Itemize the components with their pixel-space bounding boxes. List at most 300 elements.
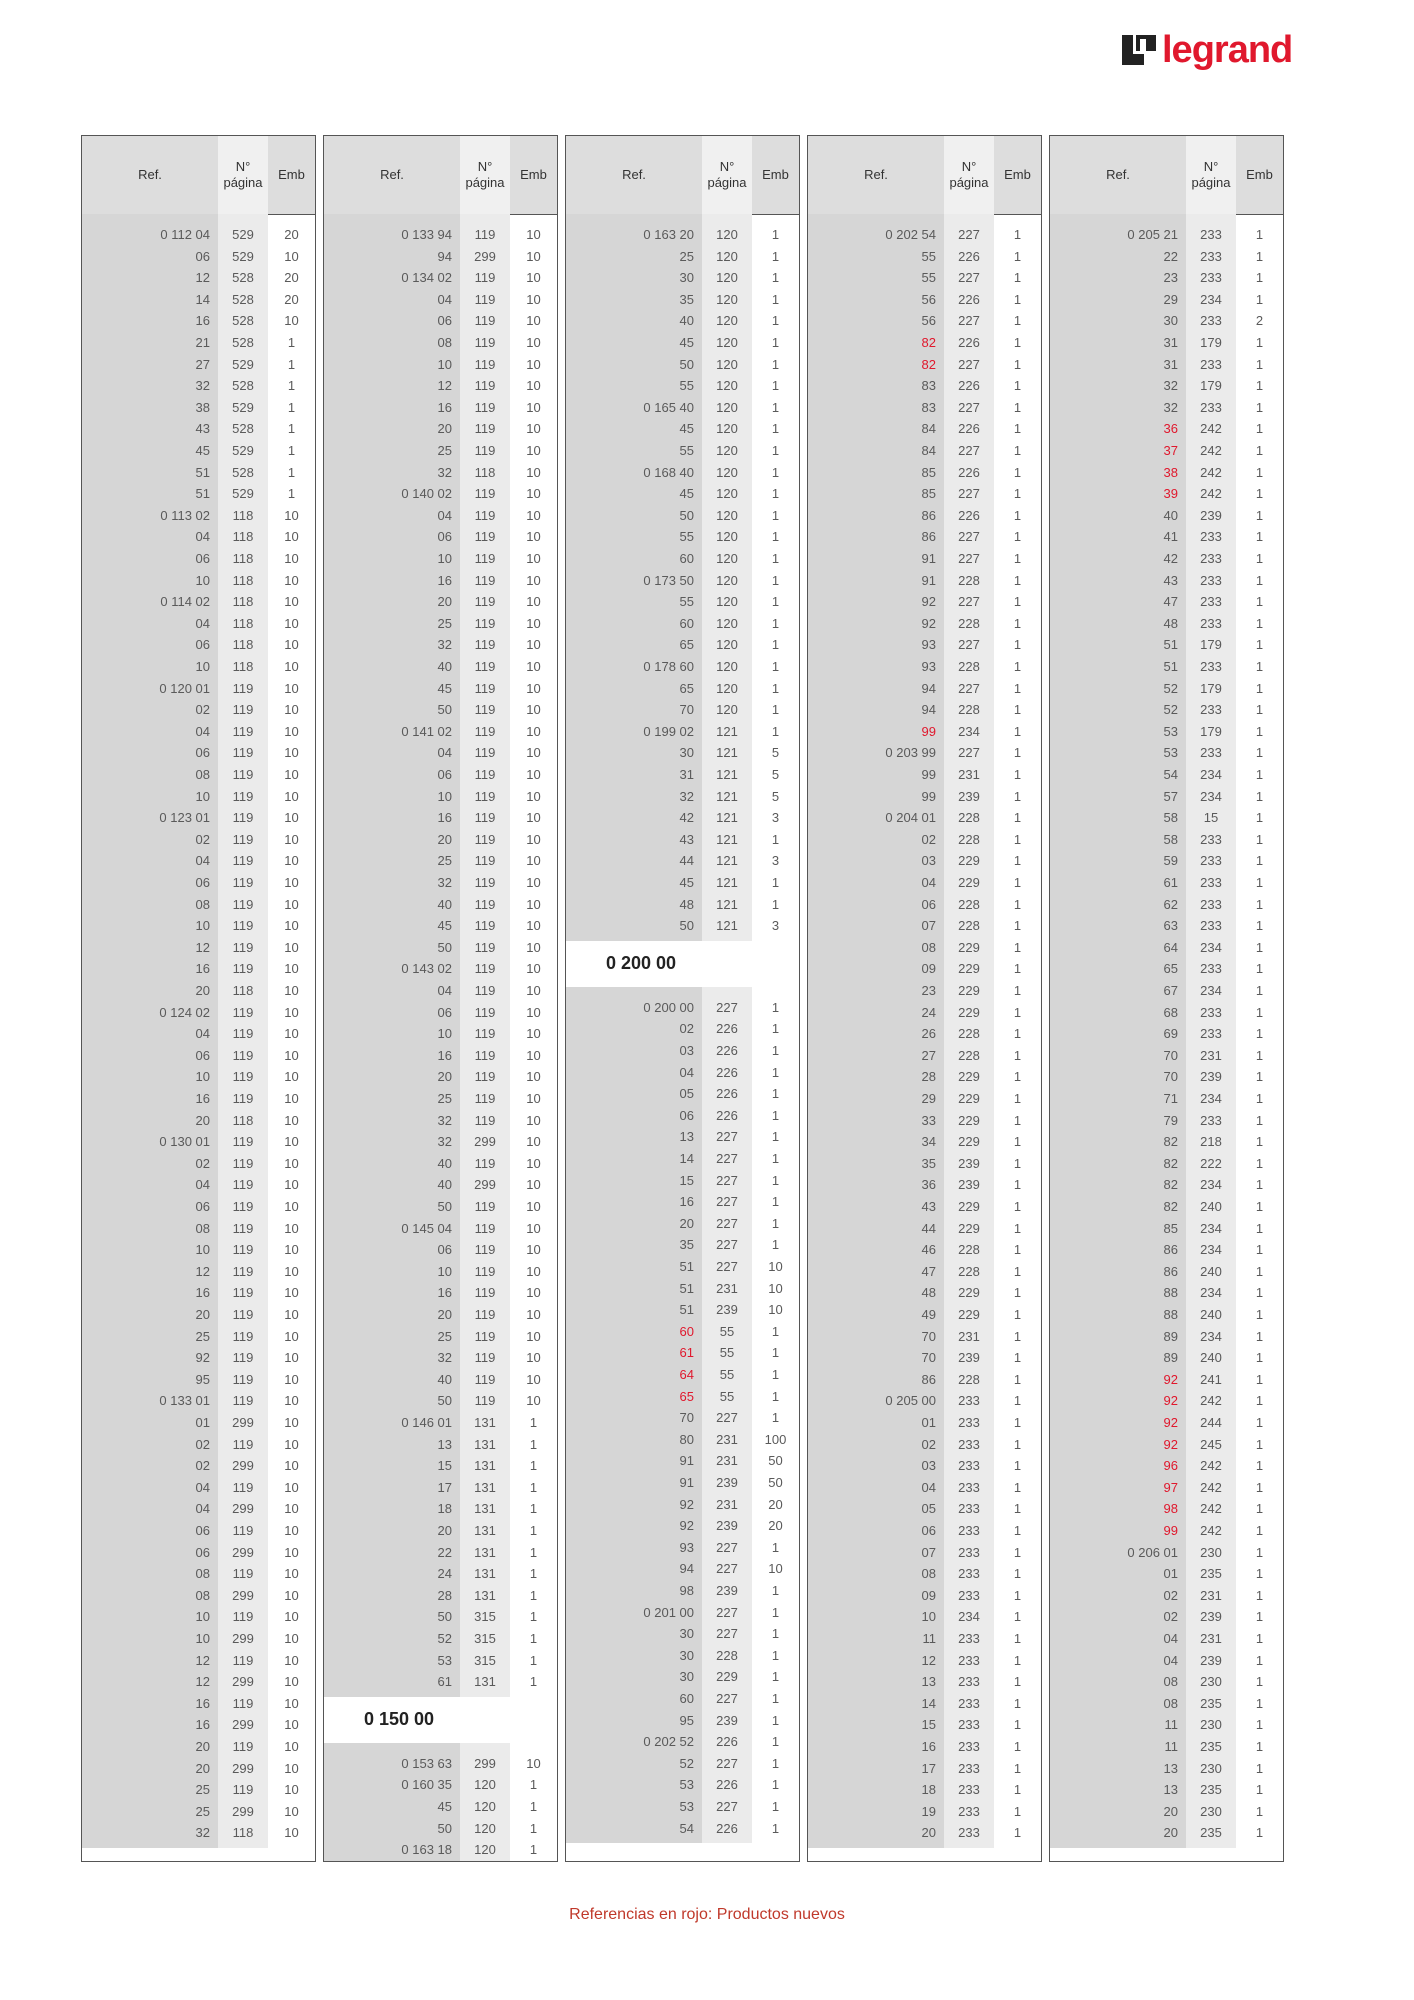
emb-cell: 1 xyxy=(1255,1479,1264,1495)
emb-cell: 1 xyxy=(1255,1566,1264,1582)
emb-cell: 10 xyxy=(526,767,541,782)
ref-cell: 53 xyxy=(679,1798,694,1814)
ref-cell: 29 xyxy=(921,1091,936,1106)
emb-cell: 1 xyxy=(1013,1652,1022,1668)
page-cell: 231 xyxy=(716,1431,738,1447)
page-cell: 299 xyxy=(232,1803,254,1819)
ref-cell: 17 xyxy=(437,1479,452,1495)
table-row xyxy=(808,764,1041,786)
emb-cell: 1 xyxy=(1013,1631,1022,1646)
page-cell: 120 xyxy=(474,1842,496,1858)
table-row xyxy=(324,1498,557,1520)
ref-cell: 45 xyxy=(679,875,694,890)
ref-cell: 16 xyxy=(437,1285,452,1301)
emb-cell: 1 xyxy=(1255,1609,1264,1625)
ref-cell: 16 xyxy=(195,313,210,329)
table-row xyxy=(1050,1822,1283,1844)
emb-cell: 1 xyxy=(287,399,296,415)
emb-cell: 1 xyxy=(1013,1134,1022,1150)
ref-cell: 91 xyxy=(921,572,936,588)
header-ref: Ref. xyxy=(138,167,162,182)
emb-cell: 1 xyxy=(1255,702,1264,718)
header-page-line2: página xyxy=(223,175,263,190)
ref-cell: 14 xyxy=(921,1695,936,1711)
ref-cell: 25 xyxy=(437,853,452,869)
page-cell: 240 xyxy=(1200,1263,1222,1279)
emb-cell: 50 xyxy=(768,1474,783,1490)
table-row xyxy=(566,1256,799,1278)
ref-cell: 43 xyxy=(679,831,694,847)
table-row xyxy=(808,786,1041,808)
table-row xyxy=(1050,1714,1283,1736)
emb-cell: 1 xyxy=(1255,378,1264,394)
emb-cell: 1 xyxy=(1013,875,1022,890)
table-row xyxy=(808,246,1041,268)
table-row xyxy=(808,1606,1041,1628)
table-row xyxy=(808,224,1041,246)
emb-cell: 1 xyxy=(771,1215,780,1231)
emb-cell: 1 xyxy=(771,1107,780,1123)
page-cell: 229 xyxy=(958,1091,980,1106)
table-row xyxy=(1050,1002,1283,1024)
emb-cell: 1 xyxy=(1255,788,1264,804)
emb-cell: 1 xyxy=(1013,1760,1022,1776)
emb-cell: 1 xyxy=(1255,1803,1264,1819)
table-row xyxy=(82,1585,315,1607)
ref-cell: 46 xyxy=(921,1242,936,1258)
page-cell: 120 xyxy=(716,248,738,264)
table-row xyxy=(82,634,315,656)
table-row xyxy=(82,1369,315,1391)
table-row xyxy=(566,548,799,570)
table-row xyxy=(324,1088,557,1110)
emb-cell: 2 xyxy=(1255,313,1264,329)
page-cell: 528 xyxy=(232,335,254,350)
emb-cell: 1 xyxy=(1255,1523,1264,1538)
ref-cell: 08 xyxy=(437,335,452,350)
page-cell: 119 xyxy=(232,1155,254,1171)
emb-cell: 1 xyxy=(1255,270,1264,286)
emb-cell: 10 xyxy=(284,1307,299,1322)
page-cell: 234 xyxy=(1200,1177,1222,1193)
emb-cell: 1 xyxy=(1013,1415,1022,1430)
table-row xyxy=(808,1261,1041,1283)
ref-cell: 06 xyxy=(195,551,210,566)
page-cell: 119 xyxy=(474,551,496,566)
emb-cell: 10 xyxy=(284,1112,299,1128)
table-column-1 xyxy=(81,135,316,1862)
table-row xyxy=(566,1018,799,1040)
table-header xyxy=(324,136,557,215)
table-row xyxy=(566,850,799,872)
table-row xyxy=(1050,1628,1283,1650)
emb-cell: 1 xyxy=(1013,507,1022,523)
ref-cell: 39 xyxy=(1163,486,1178,502)
ref-cell: 16 xyxy=(195,1285,210,1301)
ref-cell: 0 133 94 xyxy=(401,227,452,242)
page-cell: 119 xyxy=(232,961,254,977)
page-cell: 245 xyxy=(1200,1436,1222,1452)
page-cell: 229 xyxy=(958,1069,980,1085)
table-row xyxy=(808,1779,1041,1801)
table-row xyxy=(82,332,315,354)
emb-cell: 10 xyxy=(284,1501,299,1517)
ref-cell: 02 xyxy=(195,702,210,718)
ref-cell: 25 xyxy=(195,1803,210,1819)
table-row xyxy=(808,1304,1041,1326)
table-row xyxy=(1050,505,1283,527)
ref-cell: 0 133 01 xyxy=(159,1393,210,1409)
ref-cell: 85 xyxy=(921,486,936,502)
emb-cell: 1 xyxy=(529,1523,538,1538)
page-cell: 119 xyxy=(232,1199,254,1214)
ref-cell: 10 xyxy=(195,659,210,674)
page-cell: 227 xyxy=(958,594,980,610)
table-row xyxy=(82,850,315,872)
emb-cell: 100 xyxy=(764,1431,787,1447)
table-row xyxy=(1050,1023,1283,1045)
page-cell: 120 xyxy=(716,594,738,610)
emb-cell: 1 xyxy=(1255,831,1264,847)
emb-cell: 1 xyxy=(771,1366,780,1382)
page-cell: 233 xyxy=(1200,918,1222,934)
page-cell: 119 xyxy=(232,1328,254,1344)
header-emb: Emb xyxy=(762,167,789,182)
ref-cell: 0 202 54 xyxy=(885,227,936,242)
ref-cell: 53 xyxy=(1163,745,1178,761)
ref-cell: 52 xyxy=(437,1631,452,1646)
emb-cell: 10 xyxy=(526,788,541,804)
page-cell: 227 xyxy=(716,1690,738,1706)
table-row xyxy=(1050,354,1283,376)
ref-cell: 60 xyxy=(679,615,694,631)
emb-cell: 10 xyxy=(526,335,541,350)
table-row xyxy=(566,354,799,376)
ref-cell: 92 xyxy=(1163,1436,1178,1452)
page-cell: 119 xyxy=(232,1091,254,1106)
table-row xyxy=(82,1412,315,1434)
table-row xyxy=(1050,375,1283,397)
page-cell: 231 xyxy=(716,1280,738,1296)
table-row xyxy=(324,1434,557,1456)
table-row xyxy=(82,1239,315,1261)
emb-cell: 1 xyxy=(1013,313,1022,329)
ref-cell: 45 xyxy=(679,335,694,350)
emb-cell: 1 xyxy=(771,1539,780,1555)
ref-cell: 06 xyxy=(679,1107,694,1123)
ref-cell: 14 xyxy=(679,1150,694,1166)
page-cell: 233 xyxy=(1200,659,1222,674)
page-cell: 119 xyxy=(474,1004,496,1020)
emb-cell: 10 xyxy=(284,1047,299,1063)
emb-cell: 1 xyxy=(1255,443,1264,458)
page-cell: 119 xyxy=(474,659,496,674)
page-cell: 241 xyxy=(1200,1371,1222,1387)
table-row xyxy=(82,742,315,764)
ref-cell: 98 xyxy=(679,1582,694,1598)
emb-cell: 1 xyxy=(771,680,780,696)
table-row xyxy=(82,1261,315,1283)
ref-cell: 20 xyxy=(1163,1803,1178,1819)
section-heading: 0 150 00 xyxy=(324,1697,557,1743)
table-row xyxy=(82,224,315,246)
emb-cell: 1 xyxy=(1013,1523,1022,1538)
page-cell: 179 xyxy=(1200,680,1222,696)
ref-cell: 16 xyxy=(679,1194,694,1210)
emb-cell: 10 xyxy=(526,486,541,502)
table-row xyxy=(808,1801,1041,1823)
page-cell: 119 xyxy=(474,507,496,523)
emb-cell: 1 xyxy=(771,637,780,653)
emb-cell: 10 xyxy=(526,270,541,286)
page-cell: 234 xyxy=(1200,1328,1222,1344)
emb-cell: 1 xyxy=(1255,1717,1264,1733)
emb-cell: 10 xyxy=(526,1004,541,1020)
page-cell: 242 xyxy=(1200,443,1222,458)
page-cell: 119 xyxy=(232,875,254,890)
ref-cell: 56 xyxy=(921,291,936,307)
table-row xyxy=(324,1477,557,1499)
ref-cell: 20 xyxy=(195,1307,210,1322)
ref-cell: 0 165 40 xyxy=(643,399,694,415)
emb-cell: 10 xyxy=(526,1755,541,1771)
ref-cell: 50 xyxy=(679,356,694,372)
table-row xyxy=(566,1407,799,1429)
table-row xyxy=(82,505,315,527)
table-row xyxy=(324,267,557,289)
emb-cell: 1 xyxy=(771,1712,780,1728)
page-cell: 119 xyxy=(474,983,496,998)
table-row xyxy=(1050,1563,1283,1585)
emb-cell: 1 xyxy=(1013,1091,1022,1106)
row-group xyxy=(324,214,557,1697)
emb-cell: 1 xyxy=(1013,1177,1022,1193)
ref-cell: 0 112 04 xyxy=(160,227,210,242)
emb-cell: 10 xyxy=(526,1026,541,1042)
emb-cell: 10 xyxy=(526,615,541,631)
table-row xyxy=(808,1002,1041,1024)
emb-cell: 10 xyxy=(284,1350,299,1366)
emb-cell: 1 xyxy=(771,1582,780,1598)
page-cell: 226 xyxy=(958,464,980,480)
table-row xyxy=(566,786,799,808)
emb-cell: 1 xyxy=(1255,1112,1264,1128)
ref-cell: 35 xyxy=(921,1155,936,1171)
page-cell: 299 xyxy=(232,1760,254,1776)
emb-cell: 1 xyxy=(771,831,780,847)
ref-cell: 38 xyxy=(195,399,210,415)
page-cell: 119 xyxy=(474,810,496,826)
table-row xyxy=(82,937,315,959)
page-cell: 233 xyxy=(1200,248,1222,264)
emb-cell: 1 xyxy=(771,1820,780,1836)
ref-cell: 10 xyxy=(437,1026,452,1042)
emb-cell: 1 xyxy=(1255,853,1264,869)
ref-cell: 04 xyxy=(679,1064,694,1080)
page-cell: 119 xyxy=(232,1004,254,1020)
table-row xyxy=(324,613,557,635)
emb-cell: 10 xyxy=(284,1631,299,1646)
page-cell: 239 xyxy=(716,1712,738,1728)
page-cell: 529 xyxy=(232,248,254,264)
emb-cell: 1 xyxy=(771,1777,780,1793)
ref-cell: 92 xyxy=(679,1496,694,1512)
page-cell: 239 xyxy=(716,1518,738,1534)
ref-cell: 55 xyxy=(679,378,694,394)
table-row xyxy=(566,699,799,721)
emb-cell: 1 xyxy=(1013,399,1022,415)
ref-cell: 60 xyxy=(679,1690,694,1706)
emb-cell: 20 xyxy=(768,1518,783,1534)
ref-cell: 31 xyxy=(1163,335,1178,350)
emb-cell: 1 xyxy=(1013,356,1022,372)
page-cell: 119 xyxy=(474,896,496,912)
table-row xyxy=(82,872,315,894)
ref-cell: 32 xyxy=(437,1350,452,1366)
page-cell: 119 xyxy=(474,615,496,631)
ref-cell: 32 xyxy=(1163,399,1178,415)
emb-cell: 10 xyxy=(526,572,541,588)
emb-cell: 1 xyxy=(1013,1026,1022,1042)
emb-cell: 1 xyxy=(1255,1155,1264,1171)
table-row xyxy=(808,742,1041,764)
table-row xyxy=(82,591,315,613)
ref-cell: 04 xyxy=(195,853,210,869)
page-cell: 233 xyxy=(958,1458,980,1474)
page-cell: 119 xyxy=(232,1134,254,1150)
emb-cell: 1 xyxy=(1255,875,1264,890)
ref-cell: 0 146 01 xyxy=(401,1415,452,1430)
ref-cell: 16 xyxy=(437,572,452,588)
ref-cell: 50 xyxy=(679,918,694,934)
ref-cell: 85 xyxy=(1163,1220,1178,1236)
emb-cell: 1 xyxy=(1255,594,1264,610)
table-row xyxy=(566,462,799,484)
page-cell: 233 xyxy=(958,1803,980,1819)
page-cell: 239 xyxy=(1200,1652,1222,1668)
emb-cell: 10 xyxy=(284,572,299,588)
emb-cell: 1 xyxy=(771,615,780,631)
table-row xyxy=(566,1126,799,1148)
page-cell: 120 xyxy=(716,464,738,480)
legrand-mark-icon xyxy=(1122,35,1156,65)
page-cell: 119 xyxy=(474,1220,496,1236)
table-row xyxy=(1050,1131,1283,1153)
ref-cell: 0 160 35 xyxy=(401,1777,452,1793)
page-cell: 119 xyxy=(232,745,254,761)
emb-cell: 1 xyxy=(1013,637,1022,653)
table-row xyxy=(82,1347,315,1369)
emb-cell: 1 xyxy=(287,356,296,372)
table-row xyxy=(324,958,557,980)
page-cell: 230 xyxy=(1200,1717,1222,1733)
ref-cell: 09 xyxy=(921,1587,936,1603)
emb-cell: 1 xyxy=(1255,1242,1264,1258)
table-row xyxy=(808,894,1041,916)
ref-cell: 45 xyxy=(195,443,210,458)
page-cell: 233 xyxy=(1200,551,1222,566)
ref-cell: 61 xyxy=(437,1674,452,1690)
emb-cell: 1 xyxy=(1013,1242,1022,1258)
emb-cell: 10 xyxy=(526,723,541,739)
ref-cell: 51 xyxy=(679,1280,694,1296)
table-row xyxy=(324,829,557,851)
emb-cell: 1 xyxy=(1013,1825,1022,1841)
table-row xyxy=(324,1153,557,1175)
ref-cell: 44 xyxy=(679,853,694,869)
ref-cell: 02 xyxy=(195,1436,210,1452)
ref-cell: 10 xyxy=(195,1609,210,1625)
page-cell: 239 xyxy=(716,1474,738,1490)
ref-cell: 23 xyxy=(921,983,936,998)
page-cell: 227 xyxy=(716,1410,738,1426)
ref-cell: 10 xyxy=(195,918,210,934)
table-row xyxy=(566,997,799,1019)
emb-cell: 1 xyxy=(529,1436,538,1452)
ref-cell: 51 xyxy=(1163,659,1178,674)
emb-cell: 1 xyxy=(1255,1134,1264,1150)
table-row xyxy=(566,224,799,246)
page-cell: 179 xyxy=(1200,378,1222,394)
ref-cell: 20 xyxy=(437,1523,452,1538)
emb-cell: 1 xyxy=(771,227,780,242)
page-cell: 119 xyxy=(232,810,254,826)
ref-cell: 30 xyxy=(679,270,694,286)
page-cell: 119 xyxy=(232,1069,254,1085)
emb-cell: 1 xyxy=(1013,248,1022,264)
page-cell: 299 xyxy=(474,1177,496,1193)
page-cell: 119 xyxy=(232,1393,254,1409)
page-cell: 233 xyxy=(958,1739,980,1754)
page-cell: 119 xyxy=(232,896,254,912)
table-row xyxy=(82,1693,315,1715)
table-row xyxy=(808,1369,1041,1391)
table-row xyxy=(808,1218,1041,1240)
table-row xyxy=(324,1282,557,1304)
ref-cell: 32 xyxy=(195,1825,210,1841)
table-row xyxy=(808,829,1041,851)
page-cell: 229 xyxy=(958,1199,980,1214)
table-row xyxy=(1050,1455,1283,1477)
emb-cell: 10 xyxy=(768,1258,783,1274)
emb-cell: 10 xyxy=(284,507,299,523)
ref-cell: 92 xyxy=(1163,1393,1178,1409)
page-cell: 120 xyxy=(716,291,738,307)
page-cell: 227 xyxy=(716,1561,738,1577)
ref-cell: 65 xyxy=(679,680,694,696)
table-row xyxy=(324,1347,557,1369)
ref-cell: 17 xyxy=(921,1760,936,1776)
brand-logo xyxy=(1122,26,1292,74)
ref-cell: 50 xyxy=(437,1609,452,1625)
page-cell: 120 xyxy=(474,1777,496,1793)
ref-cell: 36 xyxy=(1163,421,1178,437)
ref-cell: 02 xyxy=(921,1436,936,1452)
table-row xyxy=(808,958,1041,980)
ref-cell: 13 xyxy=(1163,1782,1178,1798)
ref-cell: 43 xyxy=(921,1199,936,1214)
ref-cell: 07 xyxy=(921,918,936,934)
table-row xyxy=(808,634,1041,656)
table-row xyxy=(808,1628,1041,1650)
ref-cell: 08 xyxy=(195,767,210,782)
header-ref: Ref. xyxy=(1106,167,1130,182)
table-row xyxy=(1050,224,1283,246)
ref-cell: 58 xyxy=(1163,831,1178,847)
page-cell: 233 xyxy=(1200,594,1222,610)
emb-cell: 1 xyxy=(1013,680,1022,696)
emb-cell: 10 xyxy=(284,831,299,847)
